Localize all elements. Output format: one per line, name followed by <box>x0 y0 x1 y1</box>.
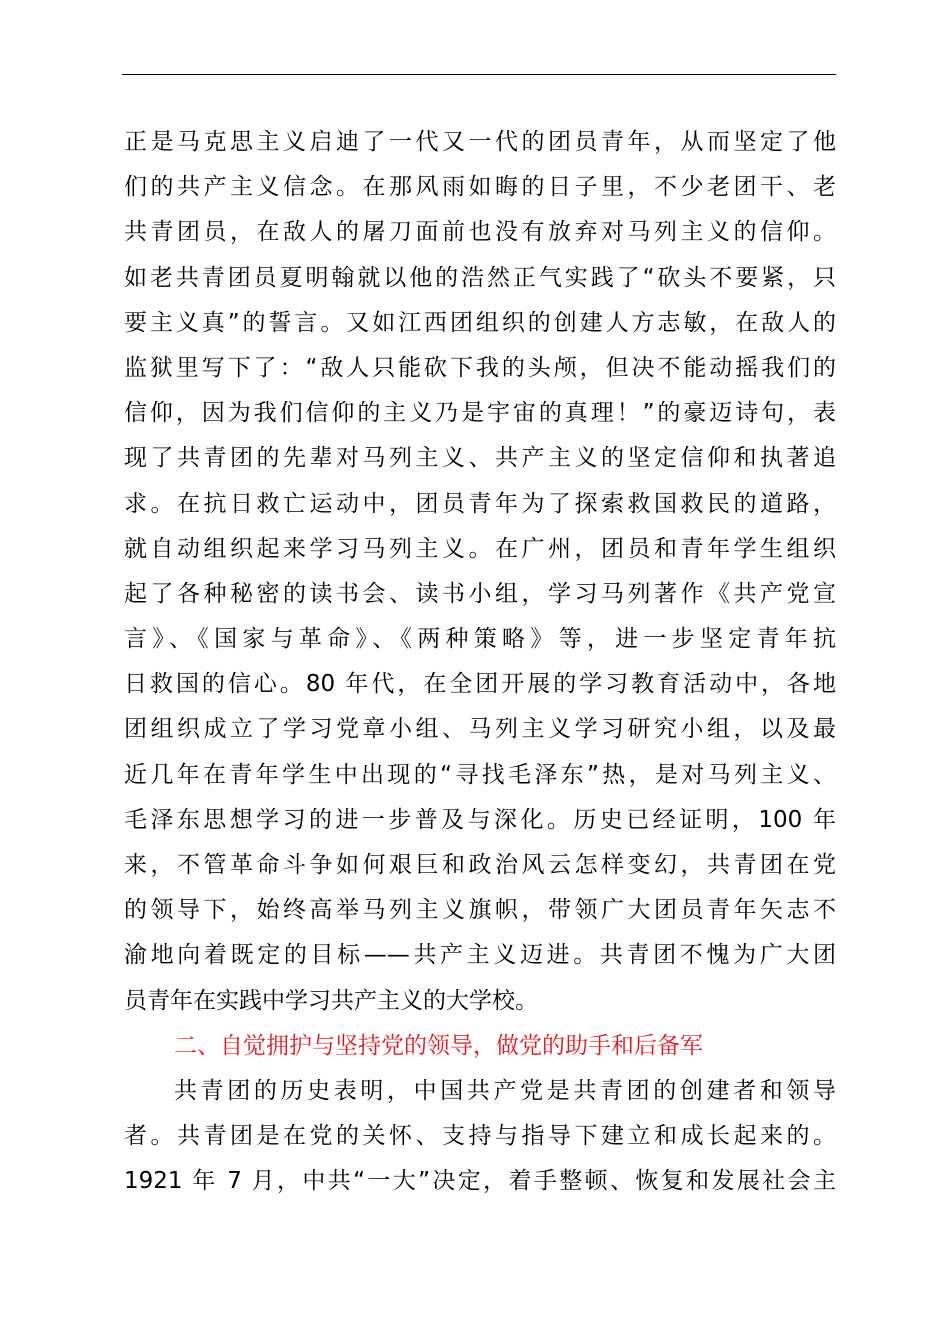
text-line: 现了共青团的先辈对马列主义、共产主义的坚定信仰和执著追 <box>124 445 836 472</box>
text-line: 们的共产主义信念。在那风雨如晦的日子里，不少老团干、老 <box>124 174 836 201</box>
text-line: 要主义真”的誓言。又如江西团组织的创建人方志敏，在敌人的 <box>124 309 836 336</box>
text-line: 言》、《国家与革命》、《两种策略》等，进一步坚定青年抗 <box>124 626 836 653</box>
text-line: 就自动组织起来学习马列主义。在广州，团员和青年学生组织 <box>124 535 836 562</box>
text-line: 渝地向着既定的目标——共产主义迈进。共青团不愧为广大团 <box>124 942 836 969</box>
text-line: 起了各种秘密的读书会、读书小组，学习马列著作《共产党宣 <box>124 580 836 607</box>
text-line: 共青团的历史表明，中国共产党是共青团的创建者和领导 <box>174 1077 836 1104</box>
text-line: 监狱里写下了：“敌人只能砍下我的头颅，但决不能动摇我们的 <box>124 354 836 381</box>
text-line: 信仰，因为我们信仰的主义乃是宇宙的真理！”的豪迈诗句，表 <box>124 400 836 427</box>
paragraph-1 <box>124 120 836 1024</box>
text-line: 日救国的信心。80 年代，在全团开展的学习教育活动中，各地 <box>124 671 836 698</box>
text-line: 共青团员，在敌人的屠刀面前也没有放弃对马列主义的信仰。 <box>124 219 836 246</box>
header-rule <box>122 74 836 75</box>
text-line: 员青年在实践中学习共产主义的大学校。 <box>124 987 538 1014</box>
text-line: 正是马克思主义启迪了一代又一代的团员青年，从而坚定了他 <box>124 129 836 155</box>
text-line: 求。在抗日救亡运动中，团员青年为了探索救国救民的道路， <box>124 490 836 517</box>
text-line: 1921 年 7 月，中共“一大”决定，着手整顿、恢复和发展社会主 <box>124 1168 836 1195</box>
text-line: 如老共青团员夏明翰就以他的浩然正气实践了“砍头不要紧，只 <box>124 264 836 291</box>
document-body <box>124 120 836 1205</box>
text-line: 的领导下，始终高举马列主义旗帜，带领广大团员青年矢志不 <box>124 897 836 924</box>
text-line: 近几年在青年学生中出现的“寻找毛泽东”热，是对马列主义、 <box>124 761 836 788</box>
text-line: 毛泽东思想学习的进一步普及与深化。历史已经证明，100 年 <box>124 806 836 833</box>
text-line: 者。共青团是在党的关怀、支持与指导下建立和成长起来的。 <box>124 1123 836 1150</box>
section-heading: 二、自觉拥护与坚持党的领导，做党的助手和后备军 <box>174 1032 703 1059</box>
paragraph-2 <box>124 1069 836 1205</box>
text-line: 来，不管革命斗争如何艰巨和政治风云怎样变幻，共青团在党 <box>124 852 836 878</box>
text-line: 团组织成立了学习党章小组、马列主义学习研究小组，以及最 <box>124 716 836 743</box>
